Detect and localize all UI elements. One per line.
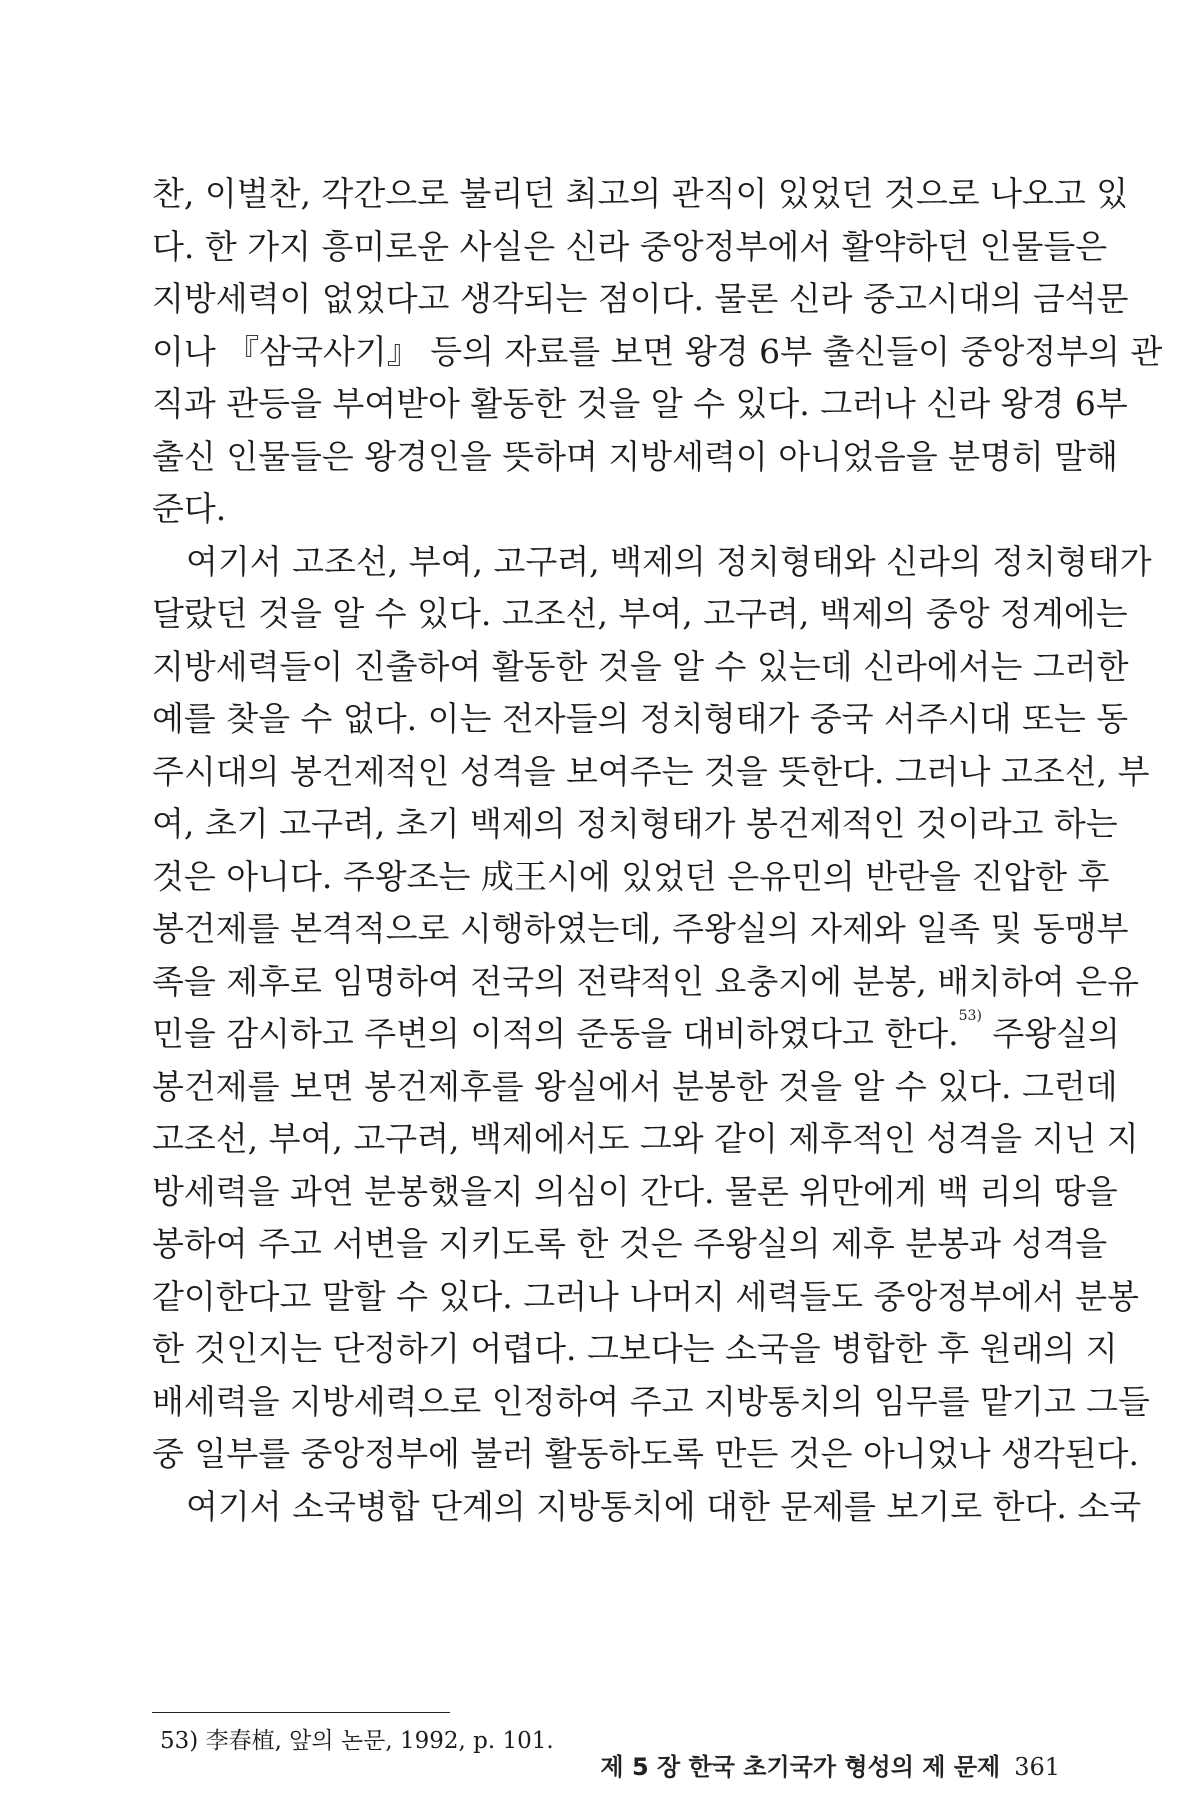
text-line: 지방세력들이 진출하여 활동한 것을 알 수 있는데 신라에서는 그러한 — [152, 646, 1129, 686]
running-footer — [600, 1747, 1060, 1782]
text-line: 고조선, 부여, 고구려, 백제에서도 그와 같이 제후적인 성격을 지닌 지 — [152, 1119, 1139, 1158]
text-line: 준다. — [152, 489, 227, 528]
text-line: 지방세력이 없었다고 생각되는 점이다. 물론 신라 중고시대의 금석문 — [152, 279, 1129, 318]
text-line: 봉하여 주고 서변을 지키도록 한 것은 주왕실의 제후 분봉과 성격을 — [152, 1224, 1108, 1263]
text-line: 방세력을 과연 분봉했을지 의심이 간다. 물론 위만에게 백 리의 땅을 — [152, 1171, 1118, 1211]
text-line-continuation: 주왕실의 — [981, 1014, 1120, 1053]
text-line: 다. 한 가지 흥미로운 사실은 신라 중앙정부에서 활약하던 인물들은 — [152, 226, 1108, 266]
text-line: 여기서 고조선, 부여, 고구려, 백제의 정치형태와 신라의 정치형태가 — [186, 541, 1152, 581]
footnote-number: 53) — [160, 1728, 199, 1754]
text-line: 중 일부를 중앙정부에 불러 활동하도록 만든 것은 아니었나 생각된다. — [152, 1434, 1139, 1473]
text-line: 배세력을 지방세력으로 인정하여 주고 지방통치의 임무를 맡기고 그들 — [152, 1381, 1150, 1421]
text-line: 찬, 이벌찬, 각간으로 불리던 최고의 관직이 있었던 것으로 나오고 있 — [152, 174, 1129, 213]
page-number: 361 — [1014, 1753, 1060, 1781]
text-line: 족을 제후로 임명하여 전국의 전략적인 요충지에 분봉, 배치하여 은유 — [152, 961, 1139, 1001]
text-line: 한 것인지는 단정하기 어렵다. 그보다는 소국을 병합한 후 원래의 지 — [152, 1329, 1118, 1368]
text-line: 직과 관등을 부여받아 활동한 것을 알 수 있다. 그러나 신라 왕경 6부 — [152, 384, 1128, 423]
text-line: 출신 인물들은 왕경인을 뜻하며 지방세력이 아니었음을 분명히 말해 — [152, 436, 1119, 476]
text-line-with-footnote — [152, 1008, 1120, 1061]
text-line: 봉건제를 본격적으로 시행하였는데, 주왕실의 자제와 일족 및 동맹부 — [152, 909, 1129, 948]
footnote-text: 李春植, 앞의 논문, 1992, p. 101. — [205, 1728, 554, 1754]
text-line-content: 민을 감시하고 주변의 이적의 준동을 대비하였다고 한다. — [152, 1014, 959, 1053]
body-text — [152, 168, 1163, 1533]
text-line: 예를 찾을 수 없다. 이는 전자들의 정치형태가 중국 서주시대 또는 동 — [152, 699, 1129, 738]
footnote — [160, 1722, 554, 1755]
text-line: 것은 아니다. 주왕조는 成王시에 있었던 은유민의 반란을 진압한 후 — [152, 856, 1110, 896]
footnote-reference[interactable]: 53) — [958, 1008, 982, 1024]
chapter-label: 제 5 장 한국 초기국가 형성의 제 문제 — [600, 1753, 1001, 1781]
text-line: 같이한다고 말할 수 있다. 그러나 나머지 세력들도 중앙정부에서 분봉 — [152, 1276, 1139, 1316]
text-line: 봉건제를 보면 봉건제후를 왕실에서 분봉한 것을 알 수 있다. 그런데 — [152, 1066, 1118, 1106]
text-line: 여, 초기 고구려, 초기 백제의 정치형태가 봉건제적인 것이라고 하는 — [152, 804, 1118, 843]
text-line: 주시대의 봉건제적인 성격을 보여주는 것을 뜻한다. 그러나 고조선, 부 — [152, 751, 1150, 791]
text-line: 여기서 소국병합 단계의 지방통치에 대한 문제를 보기로 한다. 소국 — [186, 1486, 1142, 1526]
text-line: 이나 『삼국사기』 등의 자료를 보면 왕경 6부 출신들이 중앙정부의 관 — [152, 331, 1163, 371]
text-line: 달랐던 것을 알 수 있다. 고조선, 부여, 고구려, 백제의 중앙 정계에는 — [152, 594, 1128, 633]
footnote-divider — [152, 1712, 450, 1713]
